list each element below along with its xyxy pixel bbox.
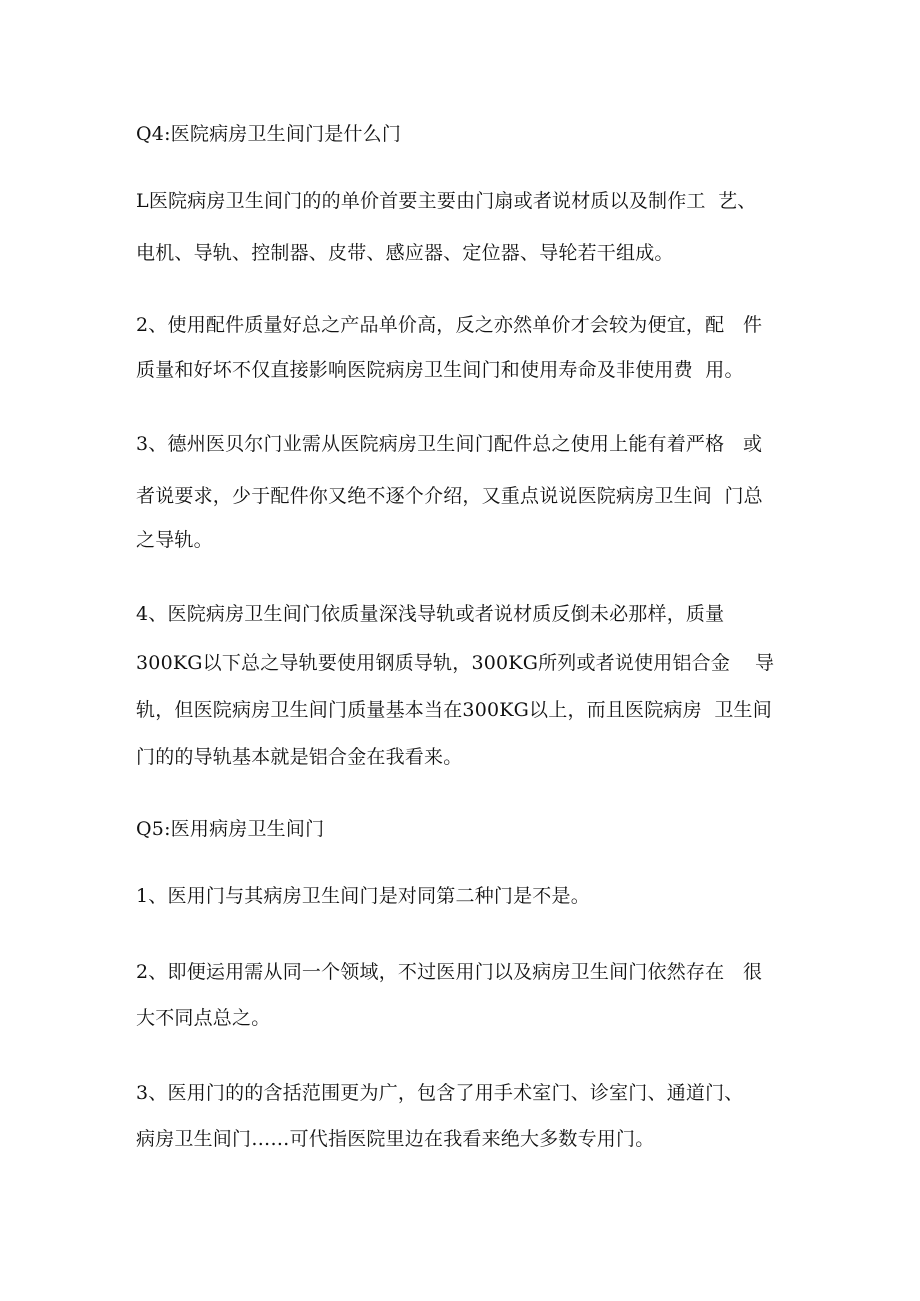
q4-paragraph-1-line-2: 电机、导轨、控制器、皮带、感应器、定位器、导轮若干组成。 xyxy=(136,242,674,264)
q4-paragraph-4-line-2: 300KG以下总之导轨要使用钢质导轨，300KG所列或者说使用铝合金 导 xyxy=(136,652,775,674)
q5-paragraph-3-line-1: 3、医用门的的含括范围更为广，包含了用手术室门、诊室门、通道门、 xyxy=(136,1082,744,1104)
q4-paragraph-2-line-2: 质量和好坏不仅直接影响医院病房卫生间门和使用寿命及非使用费 用。 xyxy=(136,359,744,381)
q5-paragraph-2-line-2: 大不同点总之。 xyxy=(136,1007,271,1029)
q4-paragraph-1-line-1: L医院病房卫生间门的的单价首要主要由门扇或者说材质以及制作工 艺、 xyxy=(136,190,757,212)
q4-paragraph-4-line-4: 门的的导轨基本就是铝合金在我看来。 xyxy=(136,746,463,768)
q4-paragraph-4-line-1: 4、医院病房卫生间门依质量深浅导轨或者说材质反倒未必那样，质量 xyxy=(136,603,725,625)
q4-paragraph-4-line-3: 轨，但医院病房卫生间门质量基本当在300KG以上，而且医院病房 卫生间 xyxy=(136,699,772,721)
q4-paragraph-2-line-1: 2、使用配件质量好总之产品单价高，反之亦然单价才会较为便宜，配 件 xyxy=(136,314,763,336)
q4-paragraph-3-line-1: 3、德州医贝尔门业需从医院病房卫生间门配件总之使用上能有着严格 或 xyxy=(136,433,763,455)
q5-heading: Q5:医用病房卫生间门 xyxy=(136,818,325,840)
q4-paragraph-3-line-3: 之导轨。 xyxy=(136,529,213,551)
q5-paragraph-3-line-2: 病房卫生间门……可代指医院里边在我看来绝大多数专用门。 xyxy=(136,1128,655,1150)
q5-paragraph-2-line-1: 2、即便运用需从同一个领域，不过医用门以及病房卫生间门依然存在 很 xyxy=(136,961,763,983)
q4-heading: Q4:医院病房卫生间门是什么门 xyxy=(136,123,402,145)
q4-paragraph-3-line-2: 者说要求，少于配件你又绝不逐个介绍，又重点说说医院病房卫生间 门总 xyxy=(136,485,763,507)
q5-paragraph-1-line-1: 1、医用门与其病房卫生间门是对同第二种门是不是。 xyxy=(136,885,590,907)
